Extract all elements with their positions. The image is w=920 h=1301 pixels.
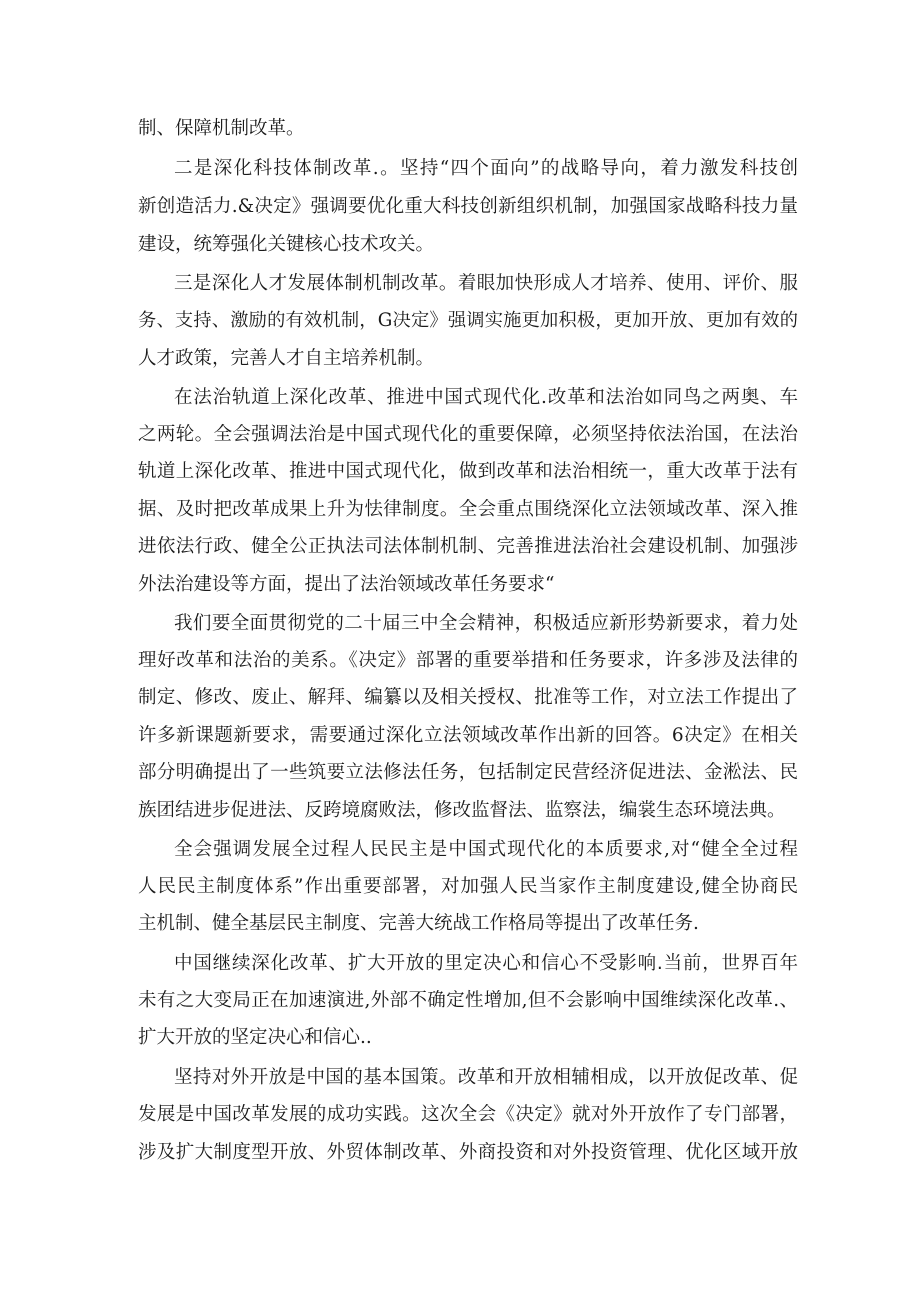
paragraph-line: 人才政策，完善人才自主培养机制。 — [138, 348, 435, 369]
paragraph-line: 新创造活力.&决定》强调要优化重大科技创新组织机制，加强国家战略科技力量 — [138, 196, 798, 217]
paragraph-line: 许多新课题新要求，需要通过深化立法领域改革作出新的回答。6决定》在相关 — [138, 725, 798, 746]
paragraph-line: 制、保障机制改革。 — [138, 118, 305, 139]
paragraph-line: 据、及时把改革成果上升为怯律制度。全会重点围绕深化立法领域改革、深入推 — [138, 499, 798, 520]
paragraph-line — [174, 950, 798, 978]
paragraph-line: 之两轮。全会强调法治是中国式现代化的重要保障，必须坚持依法治国，在法治 — [138, 424, 798, 445]
paragraph-line: 理好改革和法治的美系。《决定》部署的重要举措和任务要求，许多涉及法律的 — [138, 650, 798, 671]
section-lead-heading: 中国继续深化改革、扩大开放的里定决心和信心不受影响. — [174, 953, 663, 974]
paragraph-line: 族团结进步促进法、反跨境腐败法，修改监督法、监察法，编裳生态环境法典。 — [138, 800, 786, 821]
paragraph-line: 人民民主制度体系”作出重要部署，对加强人民当家作主制度建设,健全协商民 — [138, 876, 798, 897]
paragraph-line: 在法治轨道上深化改革、推进中国式现代化.改革和法治如同鸟之两奥、车 — [174, 387, 798, 408]
paragraph-line: 外法治建设等方面，提出了法治领域改革任务要求“ — [138, 574, 555, 595]
paragraph-line: 我们要全面贯彻党的二十届三中全会精神，积极适应新形势新要求，着力处 — [174, 613, 798, 634]
paragraph-line: 三是深化人才发展体制机制改革。着眼加快形成人才培养、使用、评价、服 — [174, 273, 798, 294]
paragraph-line: 制定、修改、废止、解拜、编纂以及相关授权、批准等工作，对立法工作提出了 — [138, 687, 798, 708]
paragraph-line: 部分明确提出了一些筑要立法修法任务，包括制定民营经济促进法、金淞法、民 — [138, 762, 798, 783]
paragraph-line: 进依法行政、健全公正执法司法体制机制、完善推进法治社会建设机制、加强涉 — [138, 536, 798, 557]
paragraph-line: 务、支持、激励的有效机制，G决定》强调实施更加积极，更加开放、更加有效的 — [138, 310, 798, 331]
paragraph-line-tail: 当前，世界百年 — [662, 953, 798, 974]
paragraph-line: 全会强调发展全过程人民民主是中国式现代化的本质要求,对“健全全过程 — [174, 839, 798, 860]
paragraph-line: 坚持对外开放是中国的基本国策。改革和开放相辅相成，以开放促改革、促 — [174, 1067, 798, 1088]
paragraph-line: 二是深化科技体制改革.。坚持“四个面向”的战略导向，着力激发科技创 — [174, 158, 798, 179]
paragraph-line: 扩大开放的坚定决心和信心.. — [138, 1027, 372, 1048]
paragraph-line: 建设，统筹强化关键核心技术攻关。 — [138, 234, 435, 255]
paragraph-line: 未有之大变局正在加速演进,外部不确定性增加,但不会影响中国维续深化改革.、 — [138, 990, 798, 1011]
paragraph-line: 主机制、健全基层民主制度、完善大统战工作格局等提出了改革任务. — [138, 913, 699, 934]
paragraph-line: 发展是中国改革发展的成功实践。这次全会《决定》就对外开放作了专门部署， — [138, 1104, 798, 1125]
paragraph-line: 轨道上深化改革、推进中国式现代化，做到改革和法治相统一，重大改革于法有 — [138, 461, 798, 482]
paragraph-line: 涉及扩大制度型开放、外贸体制改革、外商投资和对外投资管理、优化区域开放 — [138, 1142, 798, 1163]
